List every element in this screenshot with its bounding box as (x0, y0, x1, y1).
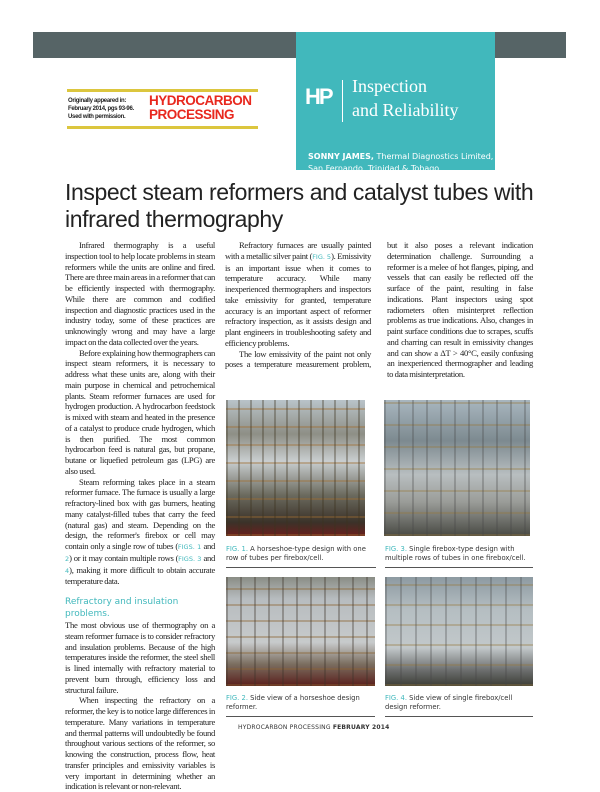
figure-4-caption: FIG. 4. Side view of single firebox/cell design reformer. (385, 694, 533, 717)
page-footer: HYDROCARBON PROCESSING FEBRUARY 2014 (238, 724, 390, 731)
paragraph: Steam reforming takes place in a steam reformer furnace. The furnace is usually a large refractory-lined box with gas burners, heating many catalyst-filled tubes that carry the feed (natural gas) and steam. Depending on the design, the reformer's firebox or cell may contain only a single row of tubes (FIGS. 1 and 2) or it may contain multiple rows (FIGS. 3 and 4), making it more difficult to obtain accurate temperature data. (65, 476, 215, 587)
fig-link[interactable]: FIGS. 1 (177, 543, 202, 551)
author-byline: SONNY JAMES, Thermal Diagnostics Limited, San Fernando, Trinidad & Tobago (308, 152, 494, 173)
paragraph: Before explaining how thermographers can inspect steam reformers, it is necessary to address what these units are, along with their main purpose in chemical and petrochemical plants. Steam reformer furnaces are used for hydrogen production. A hydrocarbon feedstock is mixed with steam and heated in the presence of a catalyst to produce crude hydrogen, which is then purified. The most common hydrocarbon feed is natural gas, but propane, butane or liquefied petroleum gas (LPG) are also used. (65, 347, 215, 476)
figure-4-photo (385, 577, 533, 686)
figure-1-caption: FIG. 1. A horseshoe-type design with one row of tubes per firebox/cell. (226, 545, 376, 568)
figure-3-photo (384, 400, 530, 536)
paragraph: Refractory furnaces are usually painted with a metallic silver paint (FIG. 5). Emissivity is an important issue when it comes to temperature accuracy. While many inexperienced thermographers and inspectors take emissivity for granted, temperature accuracy is an important aspect of reformer refractory inspection, as it assists design and plant engineers in troubleshooting safety and efficiency problems. (225, 240, 371, 348)
fig-link[interactable]: FIG. 5 (312, 252, 332, 261)
paragraph: The low emissivity of the paint not only poses a temperature measurement problem, but it also poses a relevant indication determination challenge. Surrounding a reformer is a melee of hot flanges, piping, and vessels that can easily be reflected off the surface of the paint, resulting in false indications. Plant inspectors using spot radiometers often misinterpret reflection problems as true indications. Also, changes in paint surface conditions due to scrapes, scuffs and charring can result in emissivity changes and can show a ΔT > 40°C, easily confusing an inexperienced thermographer and leading to data misinterpretation. (225, 240, 533, 379)
reprint-text: Originally appeared in: February 2014, pgs 93-96. Used with permission. (68, 98, 134, 120)
hydrocarbon-processing-logo: HYDROCARBON PROCESSING (149, 93, 252, 122)
paragraph: Infrared thermography is a useful inspection tool to help locate problems in steam reformers while the units are online and fired. There are three main areas in a reformer that can be efficiently inspected with thermography. While there are common and codified inspection and diagnostic practices used in the industry today, some of these practices are unknowingly wrong and may have a large impact on the data collected over the years. (65, 240, 215, 347)
divider (342, 80, 343, 122)
section-title: Inspection and Reliability (352, 76, 459, 120)
figure-2-photo (226, 577, 375, 686)
fig-link[interactable]: FIGS. 3 (178, 554, 202, 563)
figure-1-photo (226, 400, 365, 536)
reprint-notice (67, 89, 258, 129)
figure-3-caption: FIG. 3. Single firebox-type design with multiple rows of tubes in one firebox/cell. (385, 545, 533, 568)
hp-logo: HP (305, 84, 332, 109)
column-1 (65, 240, 215, 792)
paragraph: The most obvious use of thermography on a steam reformer furnace is to consider refractory and insulation problems. Because of the high temperatures inside the reformer, the steel shell is lined internally with refractory material to prevent burn through, efficiency loss and structural failure. (65, 620, 215, 695)
paragraph: When inspecting the refractory on a reformer, the key is to notice large differences in temperature. Many variations in temperature and thermal patterns will undoubtedly be found throughout various sections of the reformer, so knowing the construction, process flow, heat transfer principles and emissivity variables is very important in determining whether an indication is relevant or non-relevant. (65, 695, 215, 792)
fig-link[interactable]: 2 (65, 554, 70, 563)
article-title: Inspect steam reformers and catalyst tubes with infrared thermography (65, 179, 534, 232)
columns-2-3 (225, 240, 533, 380)
fig-link[interactable]: 4 (65, 566, 70, 575)
section-banner (296, 32, 495, 173)
figure-2-caption: FIG. 2. Side view of a horseshoe design reformer. (226, 694, 375, 717)
subheading: Refractory and insulation problems. (65, 597, 179, 619)
